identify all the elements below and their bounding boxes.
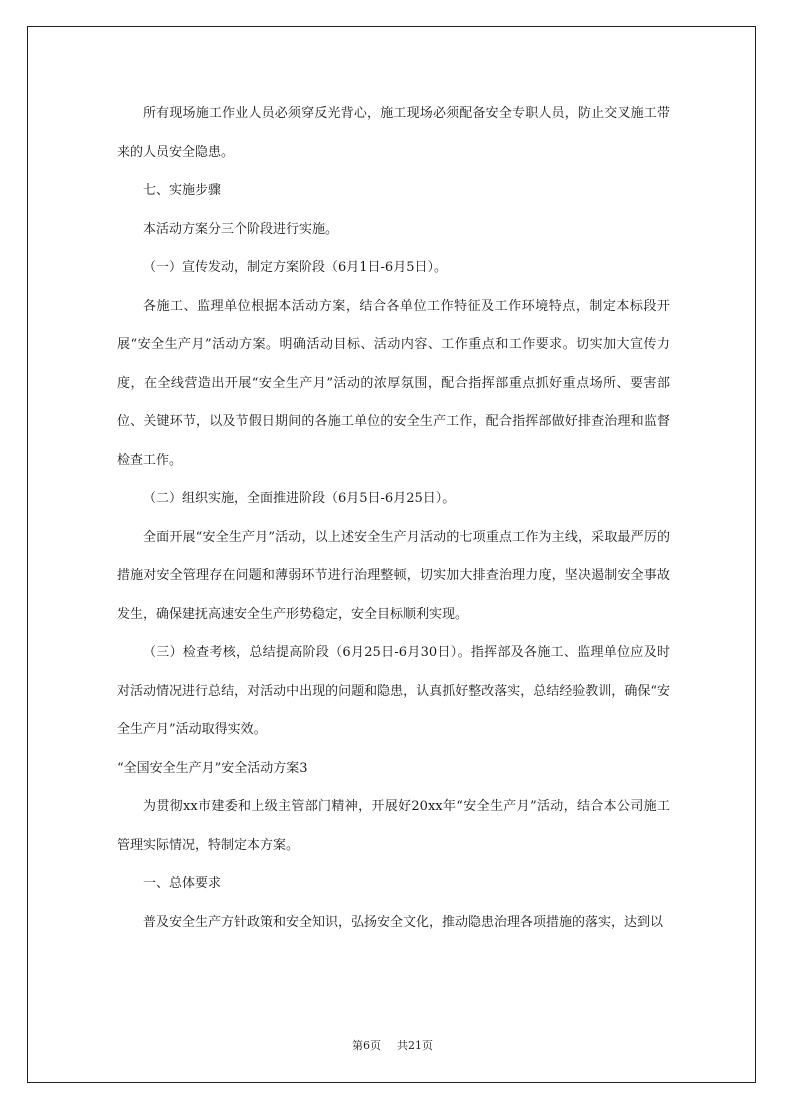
stage-heading: （二）组织实施，全面推进阶段（6月5日-6月25日）。 bbox=[143, 491, 456, 506]
paragraph: 普及安全生产方针政策和安全知识，弘扬安全文化，推动隐患治理各项措施的落实，达到以 bbox=[143, 914, 664, 930]
document-subtitle: “全国安全生产月”安全活动方案3 bbox=[117, 760, 308, 776]
paragraph: （三）检查考核，总结提高阶段（6月25日-6月30日）。指挥部及各施工、监理单位应及时对活动情况进行总结，对活动中出现的问题和隐患，认真抓好整改落实，总结经验教训，确保“安全生产月”活动取得实效。 bbox=[117, 645, 670, 737]
stage-heading: （一）宣传发动，制定方案阶段（6月1日-6月5日）。 bbox=[143, 260, 447, 275]
section-heading: 七、实施步骤 bbox=[143, 183, 222, 198]
section-heading: 一、总体要求 bbox=[143, 876, 222, 891]
page-total: 共21页 bbox=[397, 1039, 433, 1052]
paragraph: 所有现场施工作业人员必须穿反光背心，施工现场必须配备安全专职人员，防止交叉施工带来的人员安全隐患。 bbox=[117, 106, 670, 160]
document-body bbox=[117, 95, 670, 942]
paragraph: 本活动方案分三个阶段进行实施。 bbox=[143, 221, 339, 237]
page-number: 第6页 bbox=[352, 1039, 381, 1052]
paragraph: 各施工、监理单位根据本活动方案，结合各单位工作特征及工作环境特点，制定本标段开展“安全生产月”活动方案。明确活动目标、活动内容、工作重点和工作要求。切实加大宣传力度，在全线营造出开展“安全生产月”活动的浓厚氛围，配合指挥部重点抓好重点场所、要害部位、关键环节，以及节假日期间的各施工单位的安全生产工作，配合指挥部做好排查治理和监督检查工作。 bbox=[117, 298, 670, 468]
page-footer bbox=[0, 1037, 785, 1053]
paragraph: 为贯彻xx市建委和上级主管部门精神，开展好20xx年“安全生产月”活动，结合本公司施工管理实际情况，特制定本方案。 bbox=[117, 799, 670, 853]
paragraph: 全面开展“安全生产月”活动，以上述安全生产月活动的七项重点工作为主线，采取最严厉的措施对安全管理存在问题和薄弱环节进行治理整顿，切实加大排查治理力度，坚决遏制安全事故发生，确保建抚高速安全生产形势稳定，安全目标顺利实现。 bbox=[117, 529, 670, 622]
